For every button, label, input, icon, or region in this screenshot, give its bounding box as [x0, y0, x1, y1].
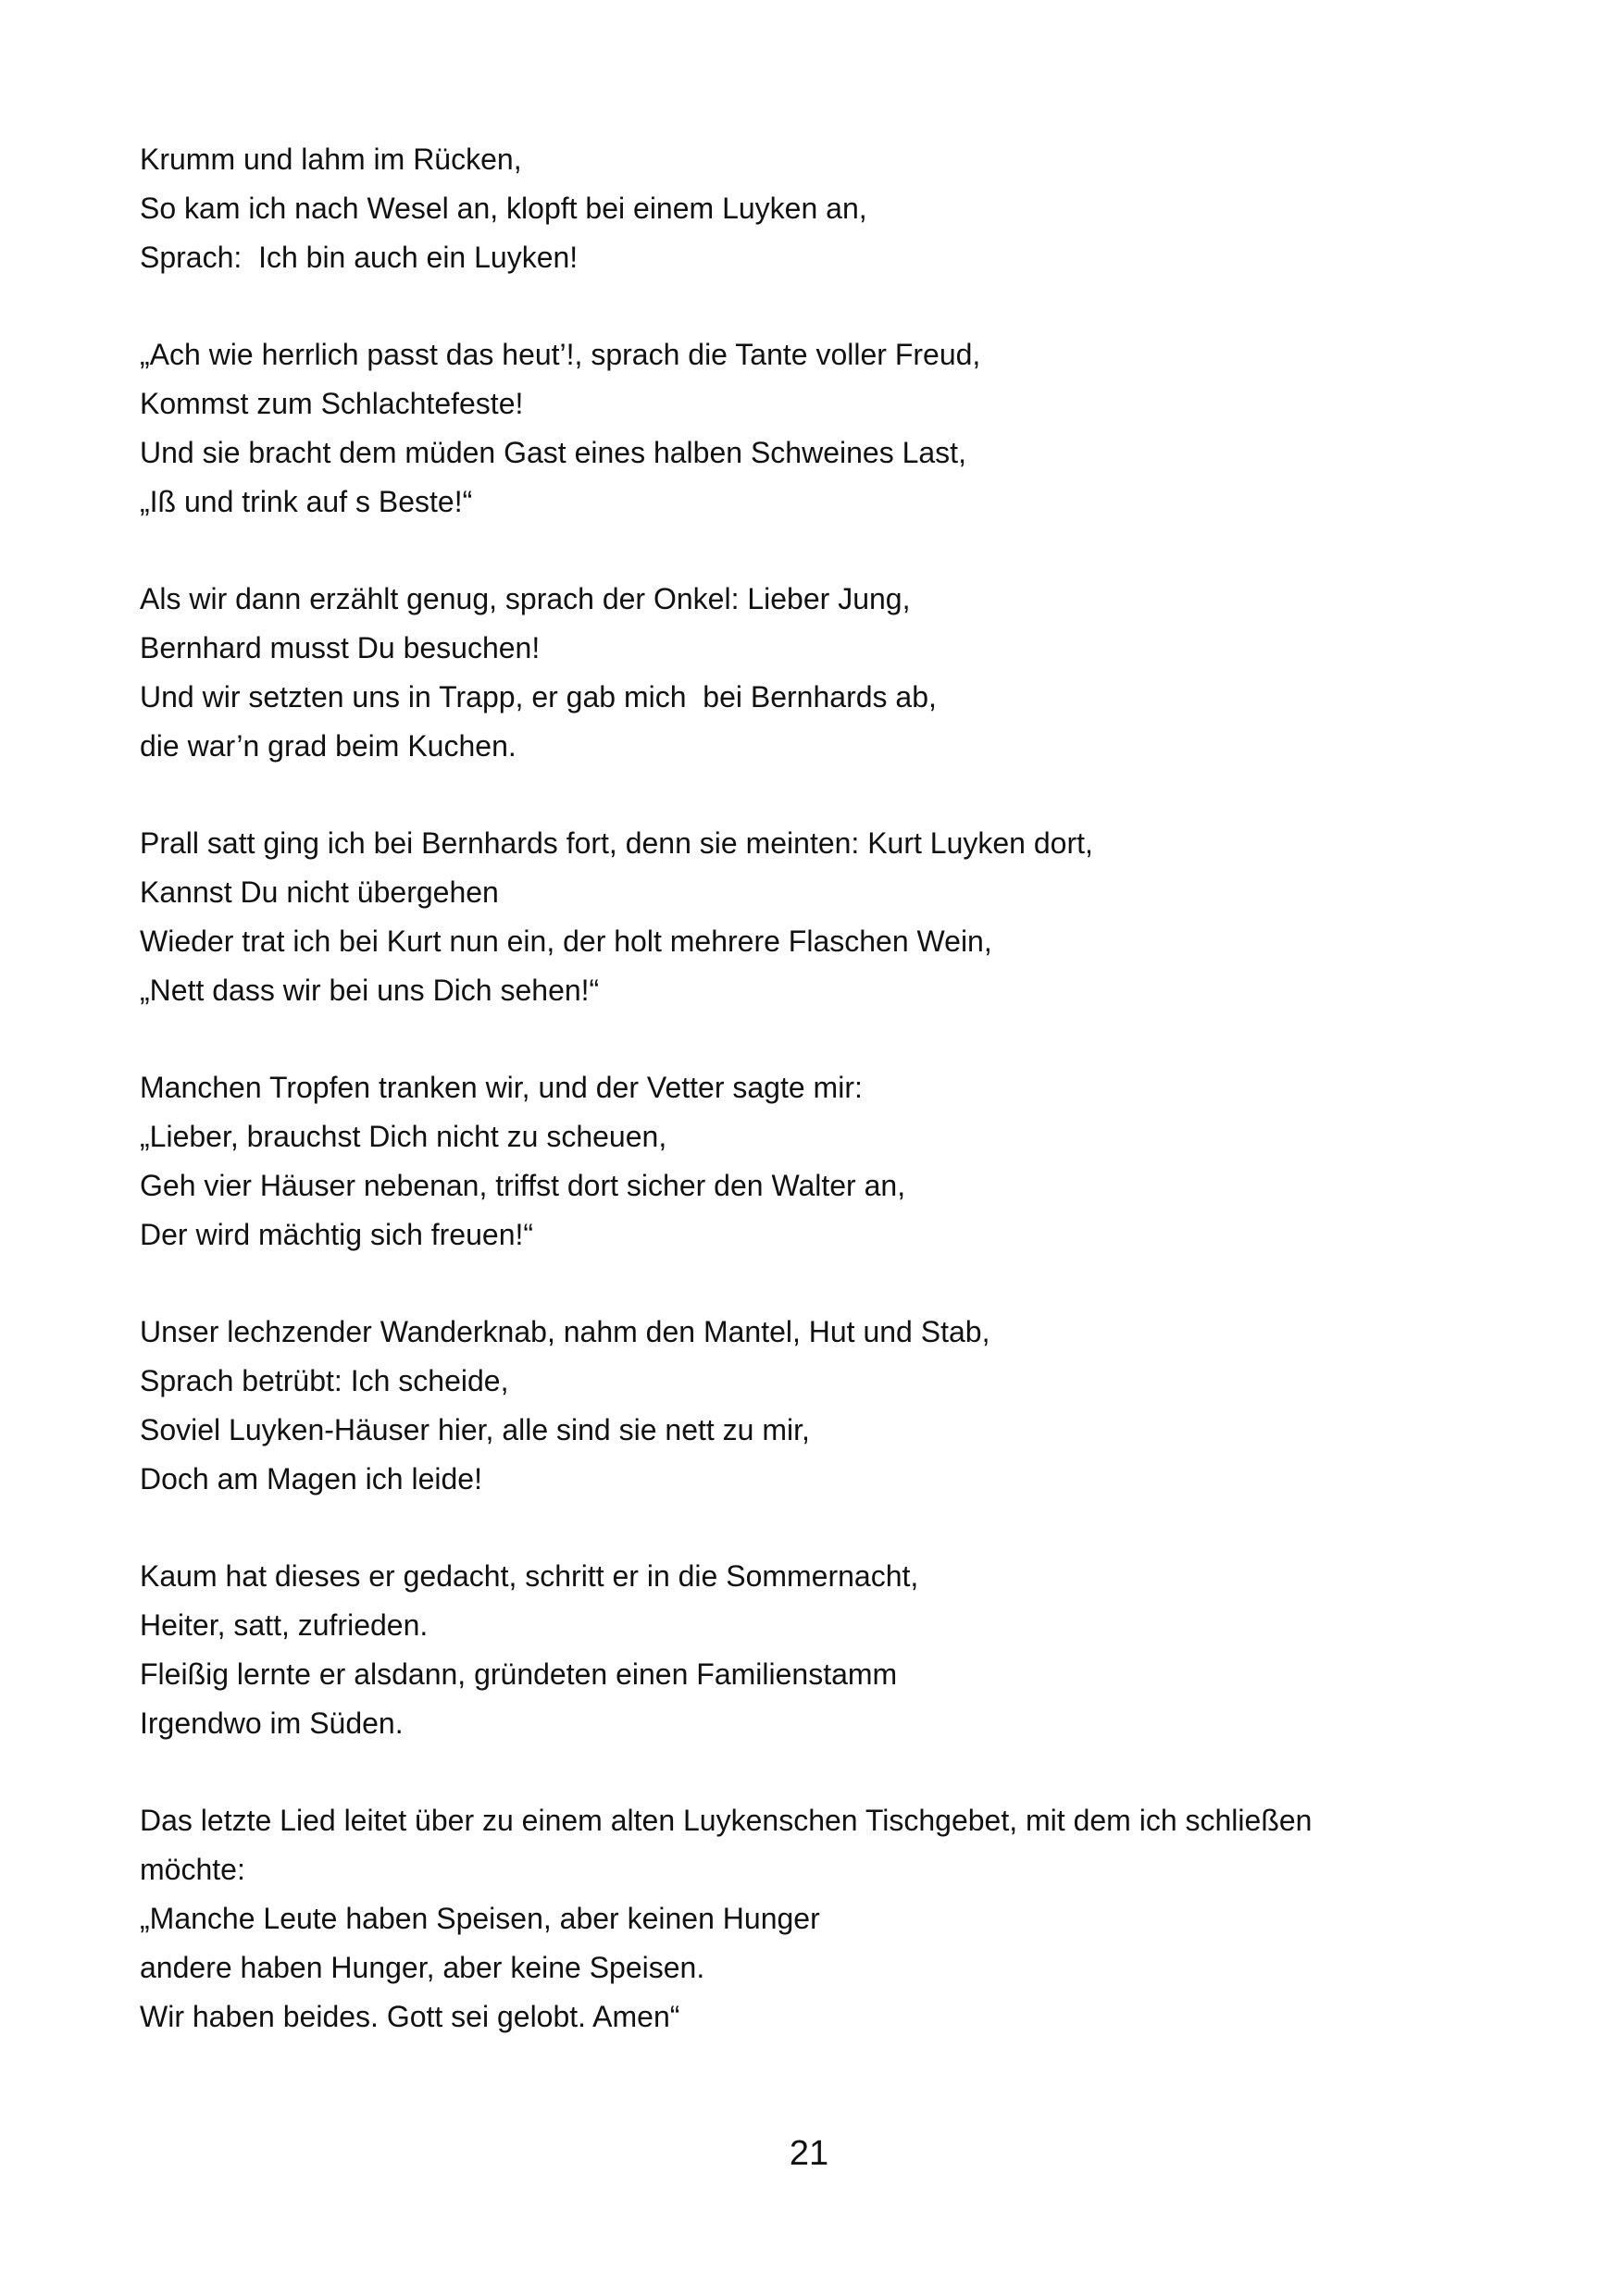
text-line: Kannst Du nicht übergehen — [140, 875, 499, 909]
text-line: Manchen Tropfen tranken wir, und der Vetter sagte mir: — [140, 1071, 863, 1104]
text-line: Das letzte Lied leitet über zu einem alten Luykenschen Tischgebet, mit dem ich schließen — [140, 1804, 1313, 1837]
text-line: Heiter, satt, zufrieden. — [140, 1608, 429, 1642]
text-line: Unser lechzender Wanderknab, nahm den Mantel, Hut und Stab, — [140, 1315, 990, 1348]
text-line: Doch am Magen ich leide! — [140, 1462, 482, 1496]
text-line: Geh vier Häuser nebenan, triffst dort sicher den Walter an, — [140, 1169, 906, 1202]
text-line: Fleißig lernte er alsdann, gründeten einen Familienstamm — [140, 1657, 898, 1691]
text-line: andere haben Hunger, aber keine Speisen. — [140, 1951, 705, 1984]
text-line: die war’n grad beim Kuchen. — [140, 729, 517, 763]
closing-paragraph — [140, 1796, 1491, 2042]
text-line: Bernhard musst Du besuchen! — [140, 631, 541, 664]
text-line: Als wir dann erzählt genug, sprach der Onkel: Lieber Jung, — [140, 582, 911, 615]
text-line: „Nett dass wir bei uns Dich sehen!“ — [140, 974, 600, 1007]
text-line: So kam ich nach Wesel an, klopft bei einem Luyken an, — [140, 192, 867, 225]
stanza-3 — [140, 575, 1491, 771]
text-line: Der wird mächtig sich freuen!“ — [140, 1218, 534, 1251]
text-line: möchte: — [140, 1853, 245, 1886]
text-line: „Lieber, brauchst Dich nicht zu scheuen, — [140, 1120, 667, 1153]
text-line: Soviel Luyken-Häuser hier, alle sind sie nett zu mir, — [140, 1413, 810, 1446]
page-number: 21 — [789, 2134, 829, 2173]
stanza-2 — [140, 330, 1491, 527]
text-line: Krumm und lahm im Rücken, — [140, 143, 522, 176]
text-line: „Manche Leute haben Speisen, aber keinen Hunger — [140, 1902, 820, 1935]
text-line: Und sie bracht dem müden Gast eines halben Schweines Last, — [140, 436, 966, 469]
text-line: Prall satt ging ich bei Bernhards fort, denn sie meinten: Kurt Luyken dort, — [140, 826, 1093, 860]
stanza-6 — [140, 1308, 1491, 1504]
text-line: Kommst zum Schlachtefeste! — [140, 387, 524, 420]
text-line: Sprach betrübt: Ich scheide, — [140, 1364, 509, 1397]
stanza-5 — [140, 1063, 1491, 1260]
text-line: Sprach: Ich bin auch ein Luyken! — [140, 241, 579, 274]
stanza-1 — [140, 135, 1491, 282]
text-line: „Ach wie herrlich passt das heut’!, sprach die Tante voller Freud, — [140, 338, 981, 371]
stanza-7 — [140, 1552, 1491, 1748]
text-line: „Iß und trink auf s Beste!“ — [140, 485, 473, 518]
stanza-4 — [140, 819, 1491, 1015]
page-body — [140, 135, 1491, 2090]
text-line: Kaum hat dieses er gedacht, schritt er in die Sommernacht, — [140, 1559, 919, 1593]
text-line: Wieder trat ich bei Kurt nun ein, der holt mehrere Flaschen Wein, — [140, 925, 992, 958]
text-line: Wir haben beides. Gott sei gelobt. Amen“ — [140, 2000, 680, 2033]
text-line: Und wir setzten uns in Trapp, er gab mich bei Bernhards ab, — [140, 680, 937, 714]
text-line: Irgendwo im Süden. — [140, 1706, 404, 1740]
